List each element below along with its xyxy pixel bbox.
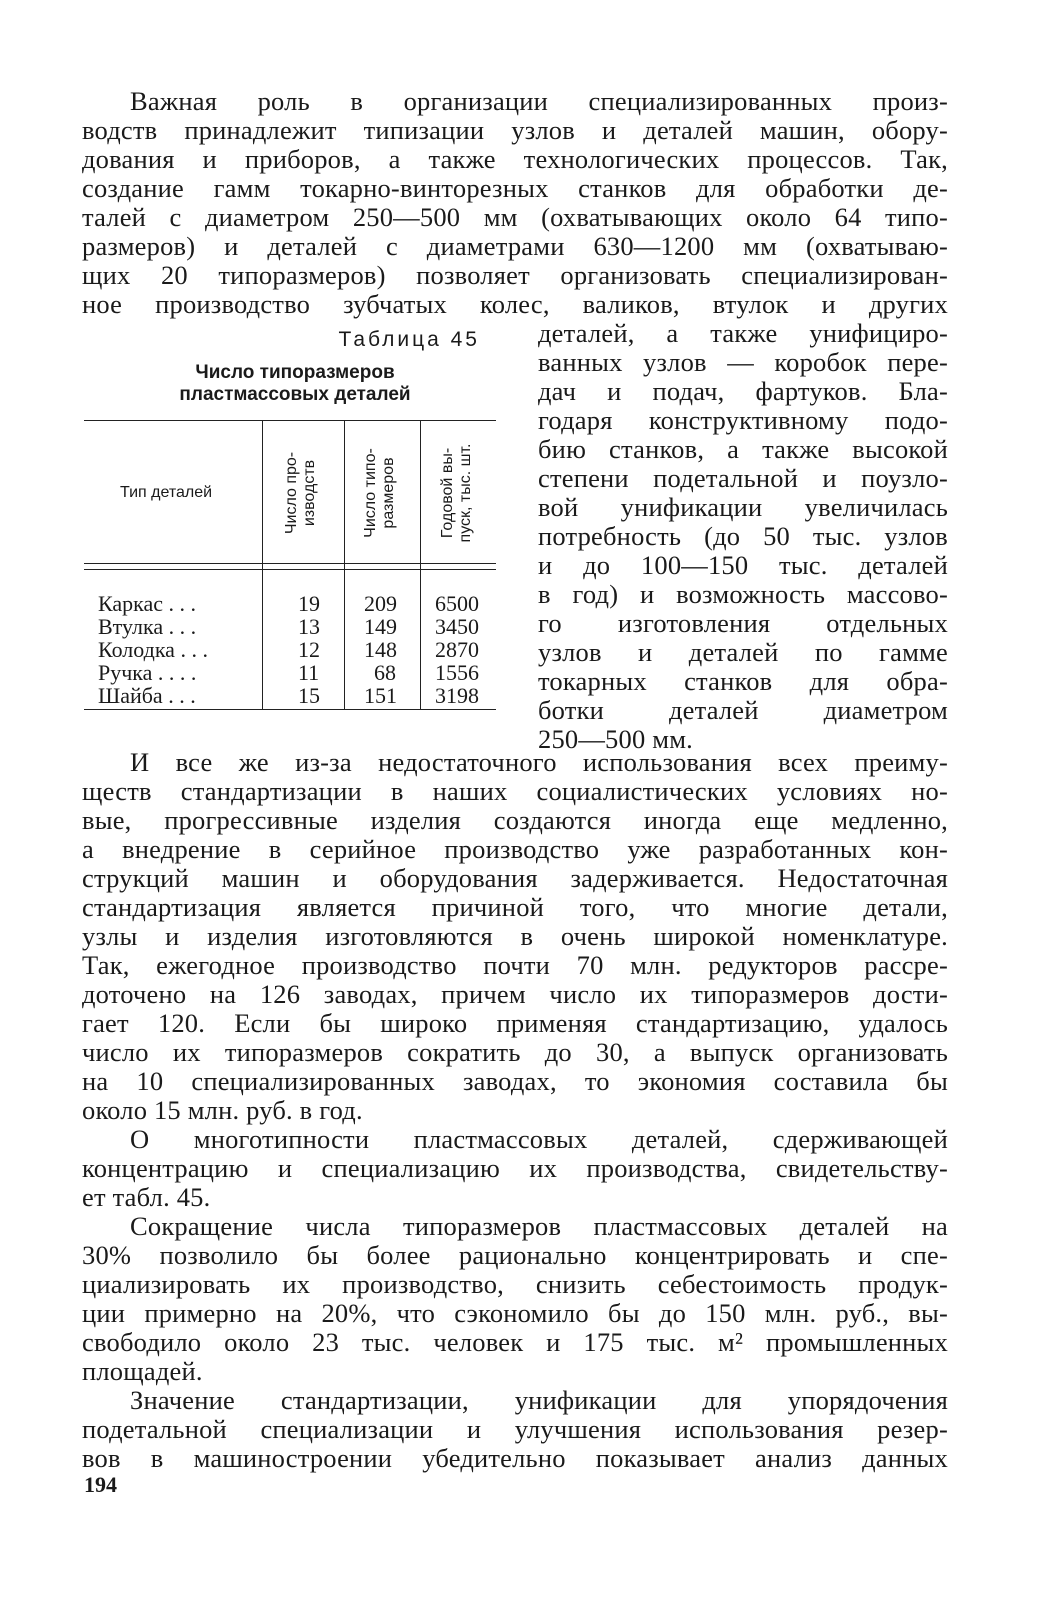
cell-output: 2870 — [435, 637, 479, 662]
header-sizes — [362, 428, 402, 558]
text-line: а внедрение в серийное производство уже разработанных кон- — [82, 834, 948, 864]
header-plants-text: Число про- изводств — [283, 451, 318, 535]
text-line: дования и приборов, а также технологических процессов. Так, — [82, 144, 948, 174]
text-line: циализировать их производство, снизить себестоимость продук- — [82, 1269, 948, 1299]
table-rule — [262, 420, 263, 710]
cell-plants: 19 — [298, 591, 320, 616]
cell-plants: 11 — [298, 660, 320, 685]
text-line: свободило около 23 тыс. человек и 175 тыс. м² промышленных — [82, 1327, 948, 1357]
text-line: в год) и возможность массово- — [538, 579, 948, 609]
text-line: Сокращение числа типоразмеров пластмассовых деталей на — [130, 1211, 948, 1241]
text-line: струкций машин и оборудования задерживается. Недостаточная — [82, 863, 948, 893]
table-caption — [140, 362, 450, 406]
text-line: на 10 специализированных заводах, то экономия составила бы — [82, 1066, 948, 1096]
cell-name: Втулка . . . — [98, 614, 197, 639]
table-title: Таблица 45 — [338, 328, 480, 351]
cell-plants: 15 — [298, 683, 320, 708]
header-sizes-text: Число типо- размеров — [362, 448, 397, 538]
data-table — [84, 420, 496, 710]
text-line: го изготовления отдельных — [538, 608, 948, 638]
text-line: ное производство зубчатых колес, валиков, втулок и других — [82, 289, 948, 319]
text-line: размеров) и деталей с диаметрами 630—1200 мм (охватываю- — [82, 231, 948, 261]
text-line: узлов и деталей по гамме — [538, 637, 948, 667]
text-line: щих 20 типоразмеров) позволяет организовать специализирован- — [82, 260, 948, 290]
table-rule — [84, 563, 496, 564]
header-plants — [283, 428, 323, 558]
cell-output: 6500 — [435, 591, 479, 616]
cell-output: 1556 — [435, 660, 479, 685]
text-line: токарных станков для обра- — [538, 666, 948, 696]
text-line: деталей, а также унифициро- — [538, 318, 948, 348]
cell-output: 3450 — [435, 614, 479, 639]
text-line: стандартизация является причиной того, что многие детали, — [82, 892, 948, 922]
text-line: степени подетальной и поузло- — [538, 463, 948, 493]
text-line: вой унификации увеличилась — [538, 492, 948, 522]
cell-sizes: 151 — [364, 683, 397, 708]
cell-name: Ручка . . . . — [98, 660, 197, 685]
text-line: Так, ежегодное производство почти 70 млн. редукторов рассре- — [82, 950, 948, 980]
header-output-text: Годовой вы- пуск, тыс. шт. — [439, 443, 474, 543]
text-line: О многотипности пластмассовых деталей, сдерживающей — [130, 1124, 948, 1154]
text-line: узлы и изделия изготовляются в очень широкой номенклатуре. — [82, 921, 948, 951]
text-line: около 15 млн. руб. в год. — [82, 1095, 363, 1125]
text-line: гает 120. Если бы широко применяя стандартизацию, удалось — [82, 1008, 948, 1038]
cell-output: 3198 — [435, 683, 479, 708]
text-line: и до 100—150 тыс. деталей — [538, 550, 948, 580]
table-rule — [84, 709, 496, 710]
cell-name: Шайба . . . — [98, 683, 196, 708]
text-line: водств принадлежит типизации узлов и деталей машин, обору- — [82, 115, 948, 145]
text-line: подетальной специализации и улучшения использования резер- — [82, 1414, 948, 1444]
text-line: И все же из-за недостаточного использования всех преиму- — [130, 747, 948, 777]
text-line: годаря конструктивному подо- — [538, 405, 948, 435]
text-line: Значение стандартизации, унификации для упорядочения — [130, 1385, 948, 1415]
cell-plants: 12 — [298, 637, 320, 662]
table-caption-line: пластмассовых деталей — [179, 384, 411, 405]
text-line: вые, прогрессивные изделия создаются иногда еще медленно, — [82, 805, 948, 835]
text-line: ществ стандартизации в наших социалистических условиях но- — [82, 776, 948, 806]
text-line: ции примерно на 20%, что сэкономило бы до 150 млн. руб., вы- — [82, 1298, 948, 1328]
page-number: 194 — [84, 1472, 117, 1497]
text-line: дач и подач, фартуков. Бла- — [538, 376, 948, 406]
cell-sizes: 209 — [364, 591, 397, 616]
text-line: талей с диаметром 250—500 мм (охватывающих около 64 типо- — [82, 202, 948, 232]
text-line: вов в машиностроении убедительно показывает анализ данных — [82, 1443, 948, 1473]
text-line: создание гамм токарно-винторезных станков для обработки де- — [82, 173, 948, 203]
header-type: Тип деталей — [120, 484, 213, 501]
text-line: доточено на 126 заводах, причем число их типоразмеров дости- — [82, 979, 948, 1009]
text-line: бию станков, а также высокой — [538, 434, 948, 464]
text-line: ванных узлов — коробок пере- — [538, 347, 948, 377]
cell-name: Колодка . . . — [98, 637, 208, 662]
text-line: ботки деталей диаметром — [538, 695, 948, 725]
cell-name: Каркас . . . — [98, 591, 197, 616]
text-line: число их типоразмеров сократить до 30, а выпуск организовать — [82, 1037, 948, 1067]
text-line: 30% позволило бы более рационально концентрировать и спе- — [82, 1240, 948, 1270]
cell-sizes: 148 — [364, 637, 397, 662]
table-rule — [344, 420, 345, 710]
table-rule — [84, 569, 496, 570]
text-line: Важная роль в организации специализированных произ- — [130, 86, 948, 116]
header-output — [439, 428, 479, 558]
table-rule — [84, 420, 496, 421]
text-line: 250—500 мм. — [538, 724, 693, 754]
text-line: ет табл. 45. — [82, 1182, 211, 1212]
text-line: потребность (до 50 тыс. узлов — [538, 521, 948, 551]
table-caption-line: Число типоразмеров — [195, 362, 395, 383]
text-line: площадей. — [82, 1356, 203, 1386]
cell-sizes: 149 — [364, 614, 397, 639]
table-rule — [420, 420, 421, 710]
cell-plants: 13 — [298, 614, 320, 639]
text-line: концентрацию и специализацию их производства, свидетельству- — [82, 1153, 948, 1183]
cell-sizes: 68 — [374, 660, 396, 685]
